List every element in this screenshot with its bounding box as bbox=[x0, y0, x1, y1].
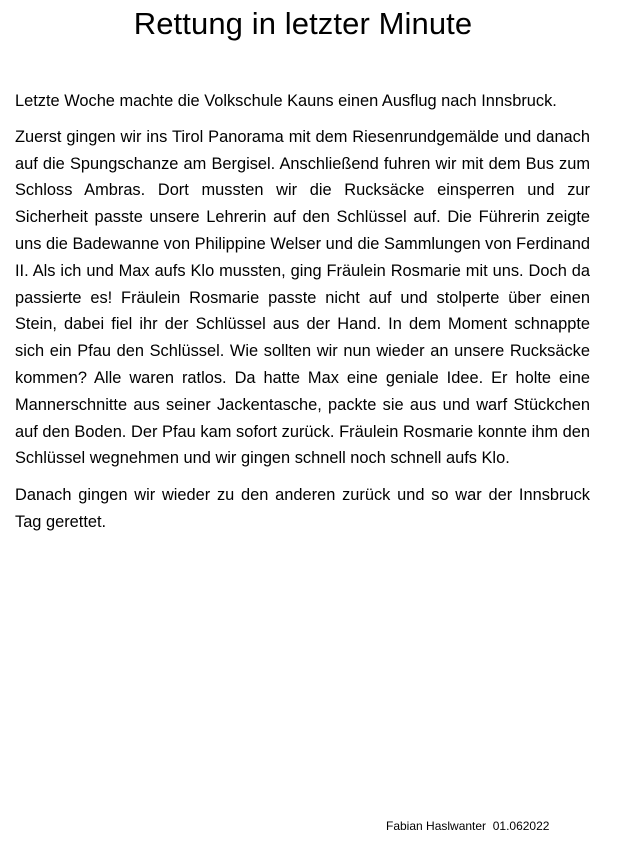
document-title: Rettung in letzter Minute bbox=[133, 6, 473, 41]
author-date-footer: Fabian Haslwanter 01.062022 bbox=[386, 819, 550, 833]
paragraph-intro: Letzte Woche machte die Volkschule Kauns einen Ausflug nach Innsbruck. bbox=[15, 92, 557, 110]
paragraph-conclusion: Danach gingen wir wieder zu den anderen zurück und so war der Innsbruck Tag gerettet. bbox=[15, 486, 590, 531]
document-body bbox=[15, 88, 590, 546]
paragraph-story: Zuerst gingen wir ins Tirol Panorama mit dem Riesenrundgemälde und danach auf die Spungschanze am Bergisel. Anschließend fuhren wir mit dem Bus zum Schloss Ambras. Dort mussten wir die Rucksäcke einsperren und zur Sicherheit passte unsere Lehrerin auf den Schlüssel auf. Die Führerin zeigte uns die Badewanne von Philippine Welser und die Sammlungen von Ferdinand II. Als ich und Max aufs Klo mussten, ging Fräulein Rosmarie mit uns. Doch da passierte es! Fräulein Rosmarie passte nicht auf und stolperte über einen Stein, dabei fiel ihr der Schlüssel aus der Hand. In dem Moment schnappte sich ein Pfau den Schlüssel. Wie sollten wir nun wieder an unsere Rucksäcke kommen? Alle waren ratlos. Da hatte Max eine geniale Idee. Er holte eine Mannerschnitte aus seiner Jackentasche, packte sie aus und warf Stückchen auf den Boden. Der Pfau kam sofort zurück. Fräulein Rosmarie konnte ihm den Schlüssel wegnehmen und wir gingen schnell noch schnell aufs Klo. bbox=[15, 127, 590, 468]
